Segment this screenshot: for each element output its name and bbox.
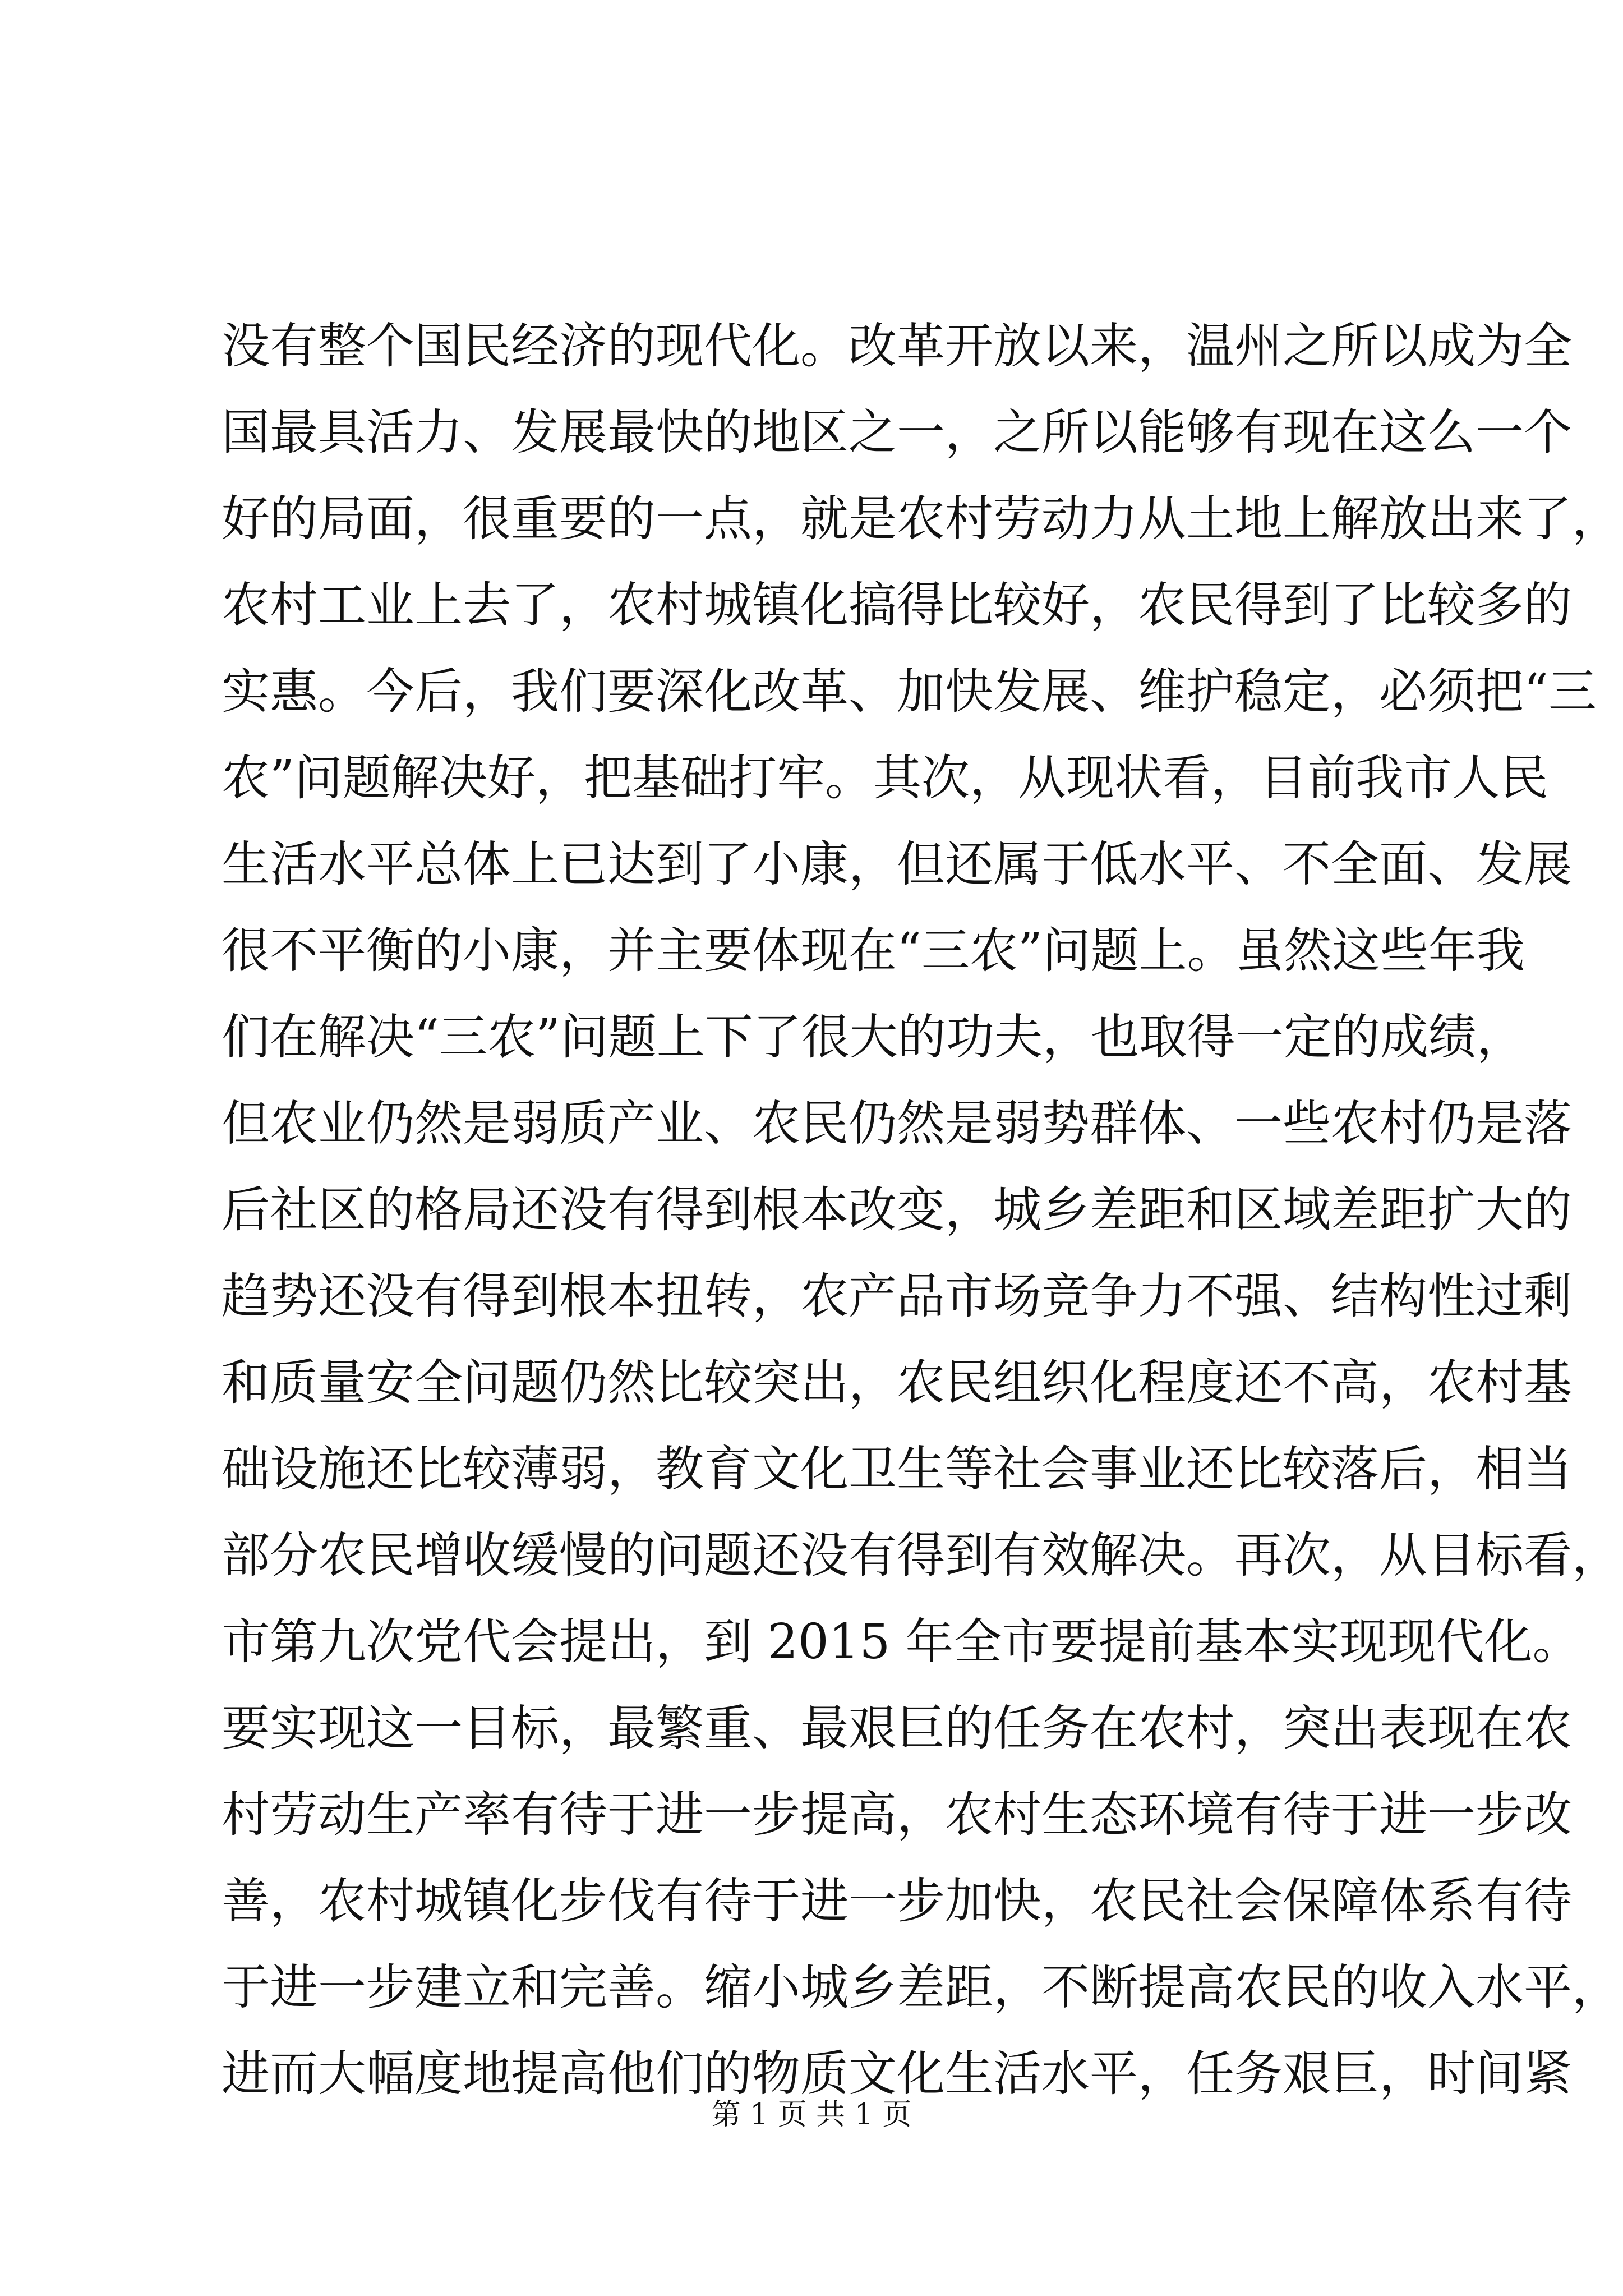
text-line: 农村工业上去了，农村城镇化搞得比较好，农民得到了比较多的 (222, 577, 1572, 633)
text-line: 善，农村城镇化步伐有待于进一步加快，农民社会保障体系有待 (222, 1873, 1572, 1929)
text-line: 国最具活力、发展最快的地区之一，之所以能够有现在这么一个 (222, 404, 1572, 461)
text-line: 市第九次党代会提出，到 2015 年全市要提前基本实现现代化。 (222, 1614, 1581, 1670)
text-line: 农”问题解决好，把基础打牢。其次，从现状看，目前我市人民 (222, 750, 1548, 806)
text-line: 实惠。今后，我们要深化改革、加快发展、维护稳定，必须把“三 (222, 664, 1597, 720)
text-line: 好的局面，很重要的一点，就是农村劳动力从土地上解放出来了， (222, 491, 1620, 547)
text-line: 生活水平总体上已达到了小康，但还属于低水平、不全面、发展 (222, 836, 1572, 892)
body-text (222, 303, 1620, 2117)
text-line: 但农业仍然是弱质产业、农民仍然是弱势群体、一些农村仍是落 (222, 1096, 1572, 1152)
text-line: 们在解决“三农”问题上下了很大的功夫，也取得一定的成绩， (222, 1009, 1525, 1065)
text-line: 很不平衡的小康，并主要体现在“三农”问题上。虽然这些年我 (222, 923, 1525, 979)
text-line: 要实现这一目标，最繁重、最艰巨的任务在农村，突出表现在农 (222, 1700, 1572, 1756)
text-line: 部分农民增收缓慢的问题还没有得到有效解决。再次，从目标看， (222, 1527, 1620, 1584)
text-line: 没有整个国民经济的现代化。改革开放以来，温州之所以成为全 (222, 318, 1572, 374)
text-line: 后社区的格局还没有得到根本改变，城乡差距和区域差距扩大的 (222, 1182, 1572, 1238)
text-line: 趋势还没有得到根本扭转，农产品市场竞争力不强、结构性过剩 (222, 1268, 1572, 1324)
page-footer: 第 1 页 共 1 页 (711, 2098, 912, 2132)
text-line: 村劳动生产率有待于进一步提高，农村生态环境有待于进一步改 (222, 1787, 1572, 1843)
text-line: 础设施还比较薄弱，教育文化卫生等社会事业还比较落后，相当 (222, 1441, 1572, 1497)
text-line: 和质量安全问题仍然比较突出，农民组织化程度还不高，农村基 (222, 1355, 1572, 1411)
text-line: 进而大幅度地提高他们的物质文化生活水平，任务艰巨，时间紧 (222, 2046, 1572, 2102)
text-line: 于进一步建立和完善。缩小城乡差距，不断提高农民的收入水平， (222, 1959, 1620, 2016)
